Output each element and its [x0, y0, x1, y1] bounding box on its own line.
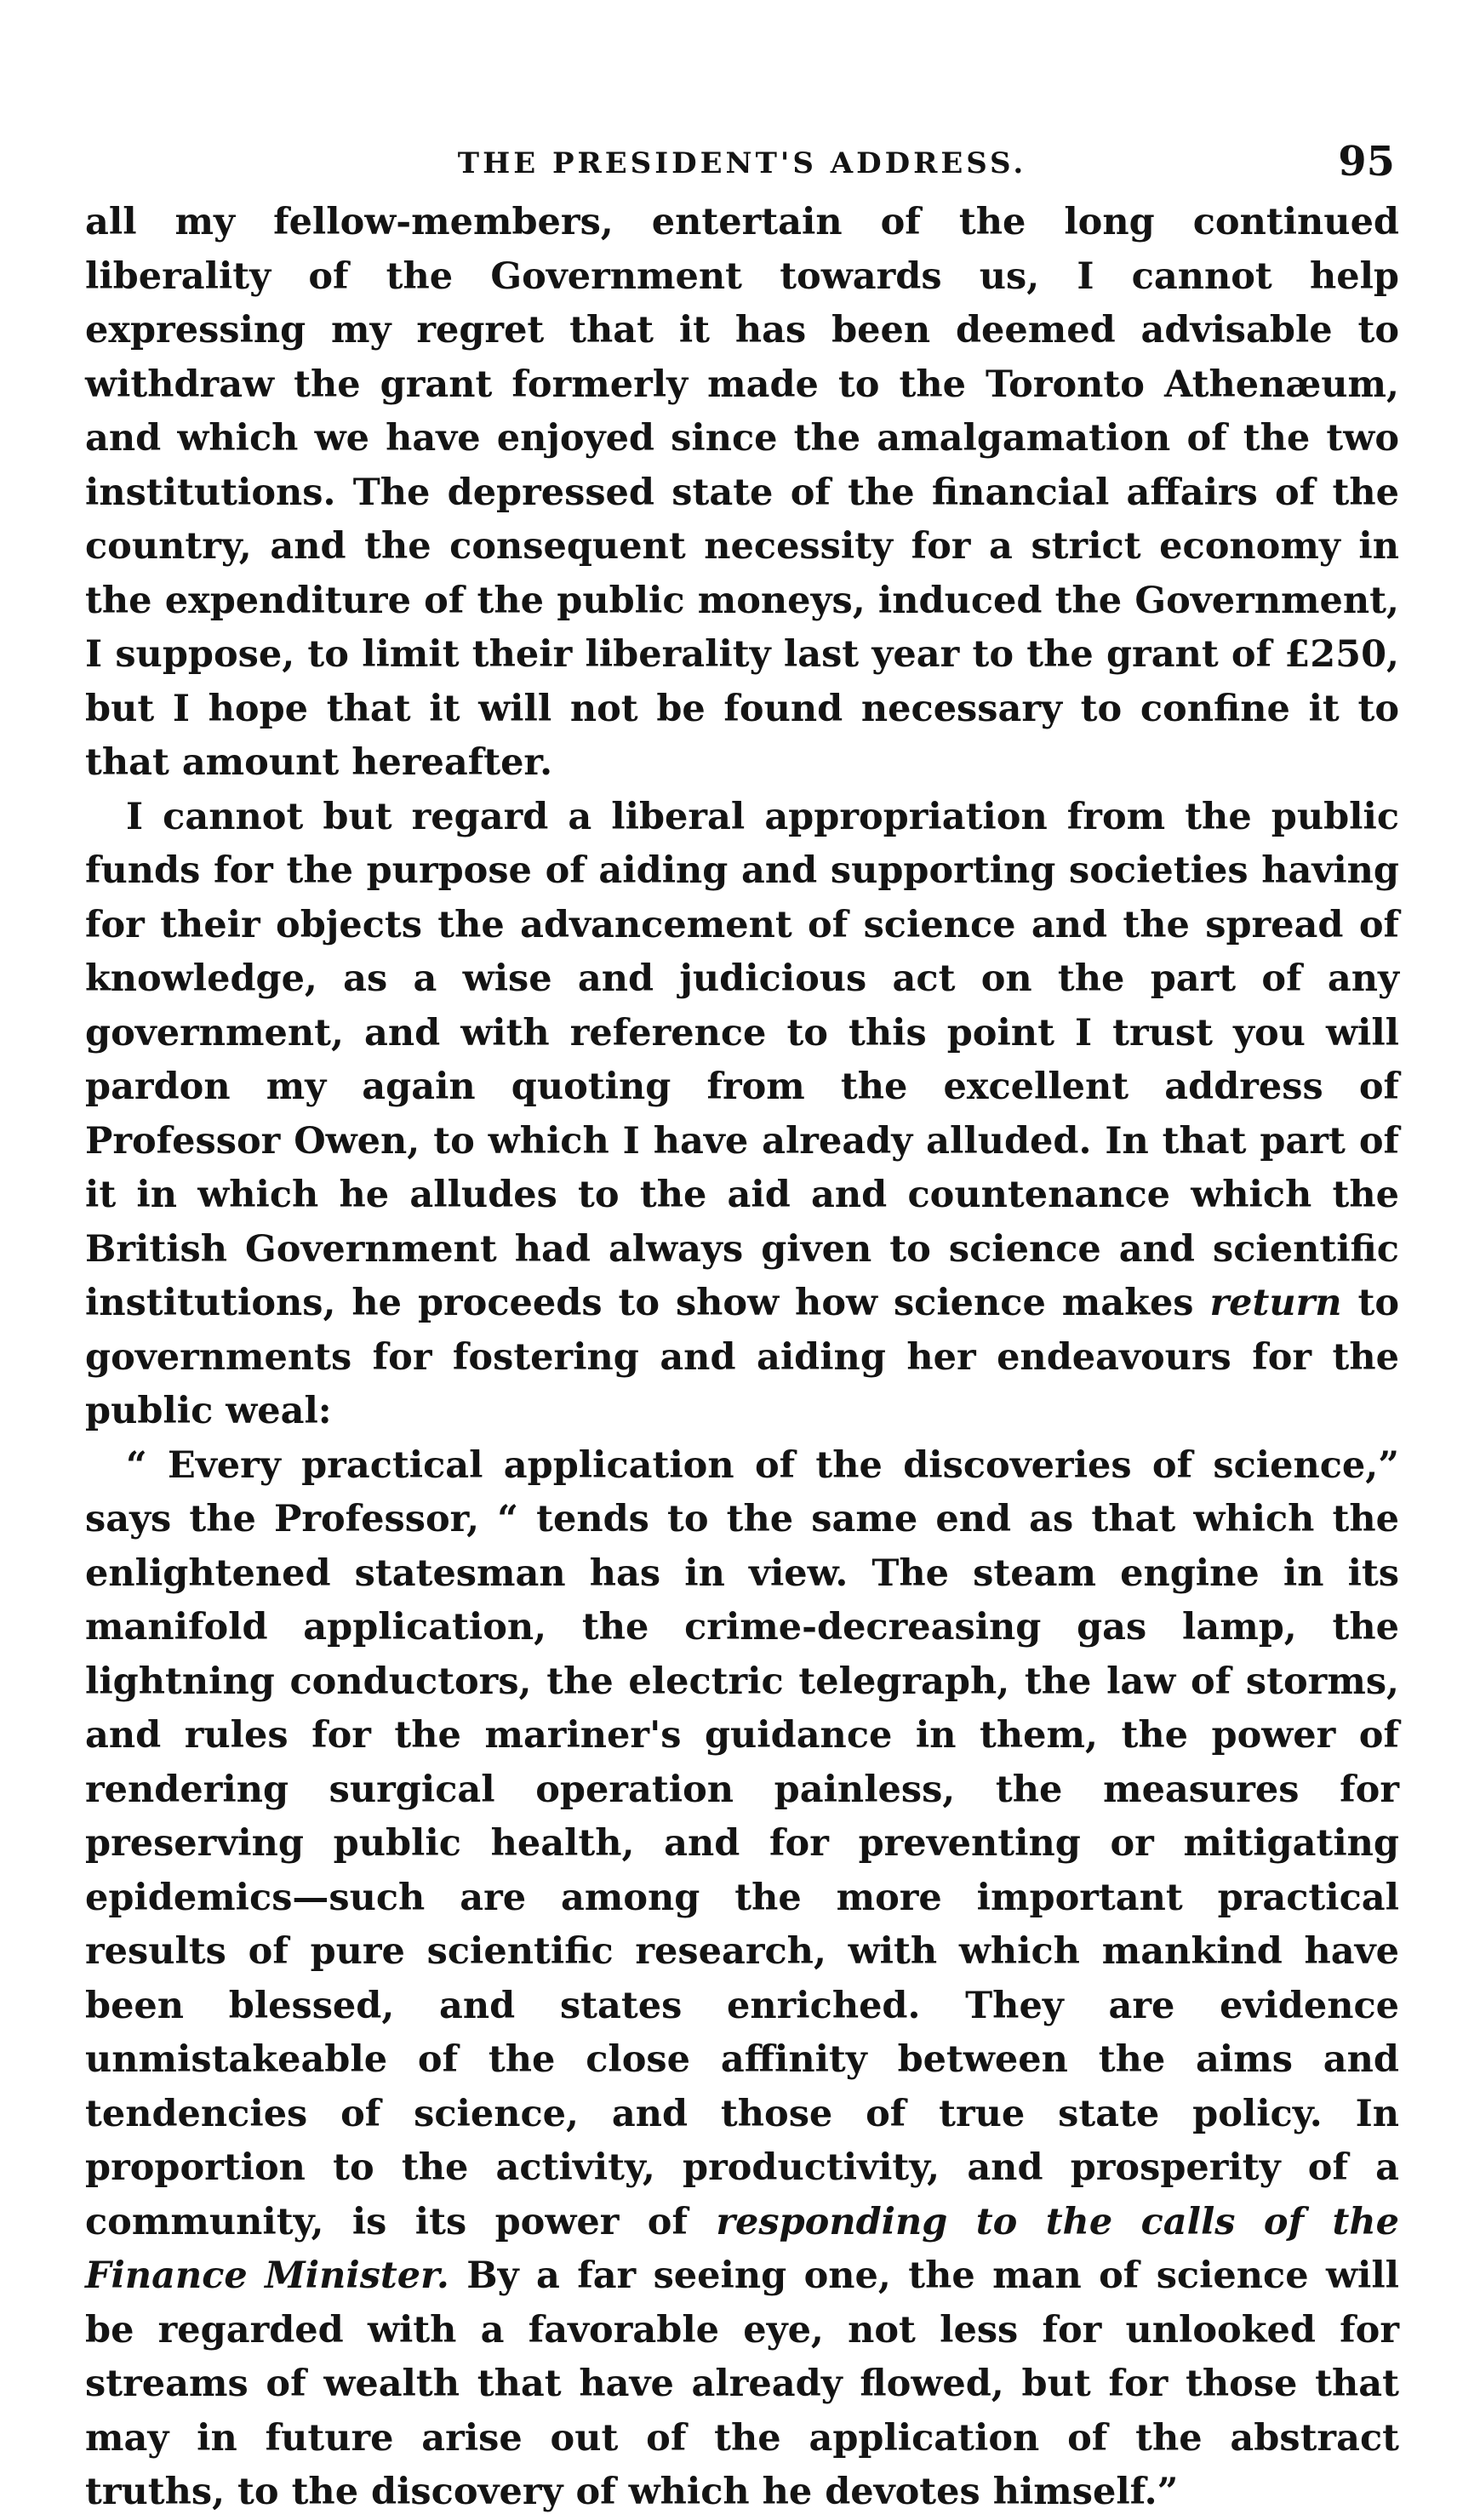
paragraph-2-text: I cannot but regard a liberal appropriation from the public funds for the purpose of aiding and supporting societies having for their objects the advancement of science and the spread of knowledge, as a wise and judicious act on the part of any government, and with reference to this point I trust you will pardon my again quoting from the excellent address of Professor Owen, to which I have already alluded. In that part of it in which he alludes to the aid and countenance which the British Government had always given to science and scientific institutions, he proceeds to show how science makes: [85, 795, 1399, 1324]
paragraph-2: [85, 791, 1399, 1439]
running-title: THE PRESIDENT'S ADDRESS.: [457, 146, 1027, 180]
paragraph-3-emphasis: responding to the calls of the Finance Minister.: [85, 2200, 1399, 2297]
paragraph-2-text-after: to governments for fostering and aiding her endeavours for the public weal:: [85, 1282, 1399, 1432]
running-head: [85, 128, 1399, 196]
paragraph-1: [85, 196, 1399, 791]
page-number: 95: [1338, 138, 1395, 186]
paragraph-3-text: “ Every practical application of the discoveries of science,” says the Professor, “ tends to the same end as that which the enlightened statesman has in view. The steam engine in its manifold application, the crime-decreasing gas lamp, the lightning conductors, the electric telegraph, the law of storms, and rules for the mariner's guidance in them, the power of rendering surgical operation painless, the measures for preserving public health, and for preventing or mitigating epidemics—such are among the more important practical results of pure scientific research, with which mankind have been blessed, and states enriched. They are evidence unmistakeable of the close affinity between the aims and tendencies of science, and those of true state policy. In proportion to the activity, productivity, and prosperity of a community, is its power of: [85, 1443, 1399, 2243]
body-text: [85, 196, 1399, 2520]
paragraph-3: [85, 1439, 1399, 2520]
paragraph-1-text: all my fellow-members, entertain of the long continued liberality of the Government towards us, I cannot help expressing my regret that it has been deemed advisable to withdraw the grant formerly made to the Toronto Athenæum, and which we have enjoyed since the amalgamation of the two institutions. The depressed state of the financial affairs of the country, and the consequent necessity for a strict economy in the expenditure of the public moneys, induced the Government, I suppose, to limit their liberality last year to the grant of £250, but I hope that it will not be found necessary to confine it to that amount hereafter.: [85, 201, 1399, 784]
paragraph-3-text-after: By a far seeing one, the man of science will be regarded with a favorable eye, not less for unlooked for streams of wealth that have already flowed, but for those that may in future arise out of the application of the abstract truths, to the discovery of which he devotes himself.”: [85, 2254, 1399, 2513]
paragraph-2-emphasis: return: [1209, 1282, 1342, 1324]
